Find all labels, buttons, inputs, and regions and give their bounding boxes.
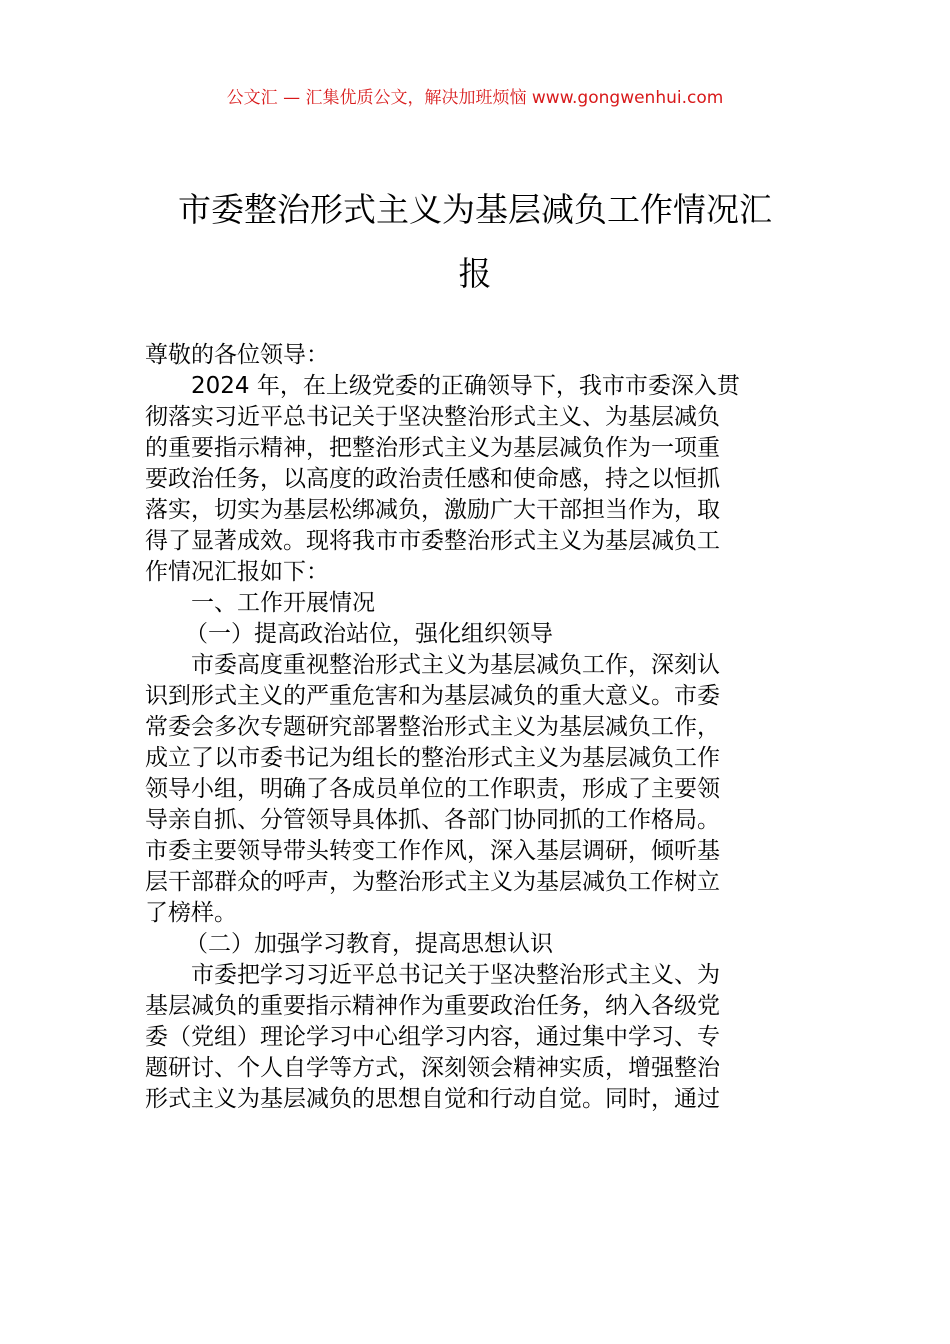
paragraph-line: 形式主义为基层减负的思想自觉和行动自觉。同时，通过 xyxy=(145,1086,720,1112)
section-heading: 一、工作开展情况 xyxy=(191,590,375,616)
paragraph-line: 了榜样。 xyxy=(145,900,237,926)
paragraph-line: 市委把学习习近平总书记关于坚决整治形式主义、为 xyxy=(191,962,720,988)
paragraph-line: 成立了以市委书记为组长的整治形式主义为基层减负工作 xyxy=(145,745,720,771)
paragraph-line: 常委会多次专题研究部署整治形式主义为基层减负工作， xyxy=(145,714,720,740)
paragraph-line: 识到形式主义的严重危害和为基层减负的重大意义。市委 xyxy=(145,683,720,709)
document-title xyxy=(145,178,805,306)
paragraph-line: 基层减负的重要指示精神作为重要政治任务，纳入各级党 xyxy=(145,993,720,1019)
paragraph-line: 导亲自抓、分管领导具体抓、各部门协同抓的工作格局。 xyxy=(145,807,720,833)
paragraph-line: 2024 年，在上级党委的正确领导下，我市市委深入贯 xyxy=(191,373,740,399)
paragraph-line: 要政治任务，以高度的政治责任感和使命感，持之以恒抓 xyxy=(145,466,720,492)
paragraph-line: 层干部群众的呼声，为整治形式主义为基层减负工作树立 xyxy=(145,869,720,895)
title-line-2: 报 xyxy=(458,254,492,293)
subsection-heading: （二）加强学习教育，提高思想认识 xyxy=(185,931,553,957)
paragraph-line: 市委高度重视整治形式主义为基层减负工作，深刻认 xyxy=(191,652,720,678)
paragraph-line: 落实，切实为基层松绑减负，激励广大干部担当作为，取 xyxy=(145,497,720,523)
salutation: 尊敬的各位领导： xyxy=(145,342,329,368)
subsection-heading: （一）提高政治站位，强化组织领导 xyxy=(185,621,553,647)
paragraph-line: 题研讨、个人自学等方式，深刻领会精神实质，增强整治 xyxy=(145,1055,720,1081)
paragraph-line: 市委主要领导带头转变工作作风，深入基层调研，倾听基 xyxy=(145,838,720,864)
paragraph-line: 领导小组，明确了各成员单位的工作职责，形成了主要领 xyxy=(145,776,720,802)
title-line-1: 市委整治形式主义为基层减负工作情况汇 xyxy=(178,190,772,229)
paragraph-line: 彻落实习近平总书记关于坚决整治形式主义、为基层减负 xyxy=(145,404,720,430)
paragraph-line: 委（党组）理论学习中心组学习内容，通过集中学习、专 xyxy=(145,1024,720,1050)
paragraph-line: 得了显著成效。现将我市市委整治形式主义为基层减负工 xyxy=(145,528,720,554)
paragraph-line: 作情况汇报如下： xyxy=(145,559,329,585)
header-banner: 公文汇 — 汇集优质公文，解决加班烦恼 www.gongwenhui.com xyxy=(226,88,724,108)
document-body xyxy=(145,340,813,1115)
paragraph-line: 的重要指示精神，把整治形式主义为基层减负作为一项重 xyxy=(145,435,720,461)
